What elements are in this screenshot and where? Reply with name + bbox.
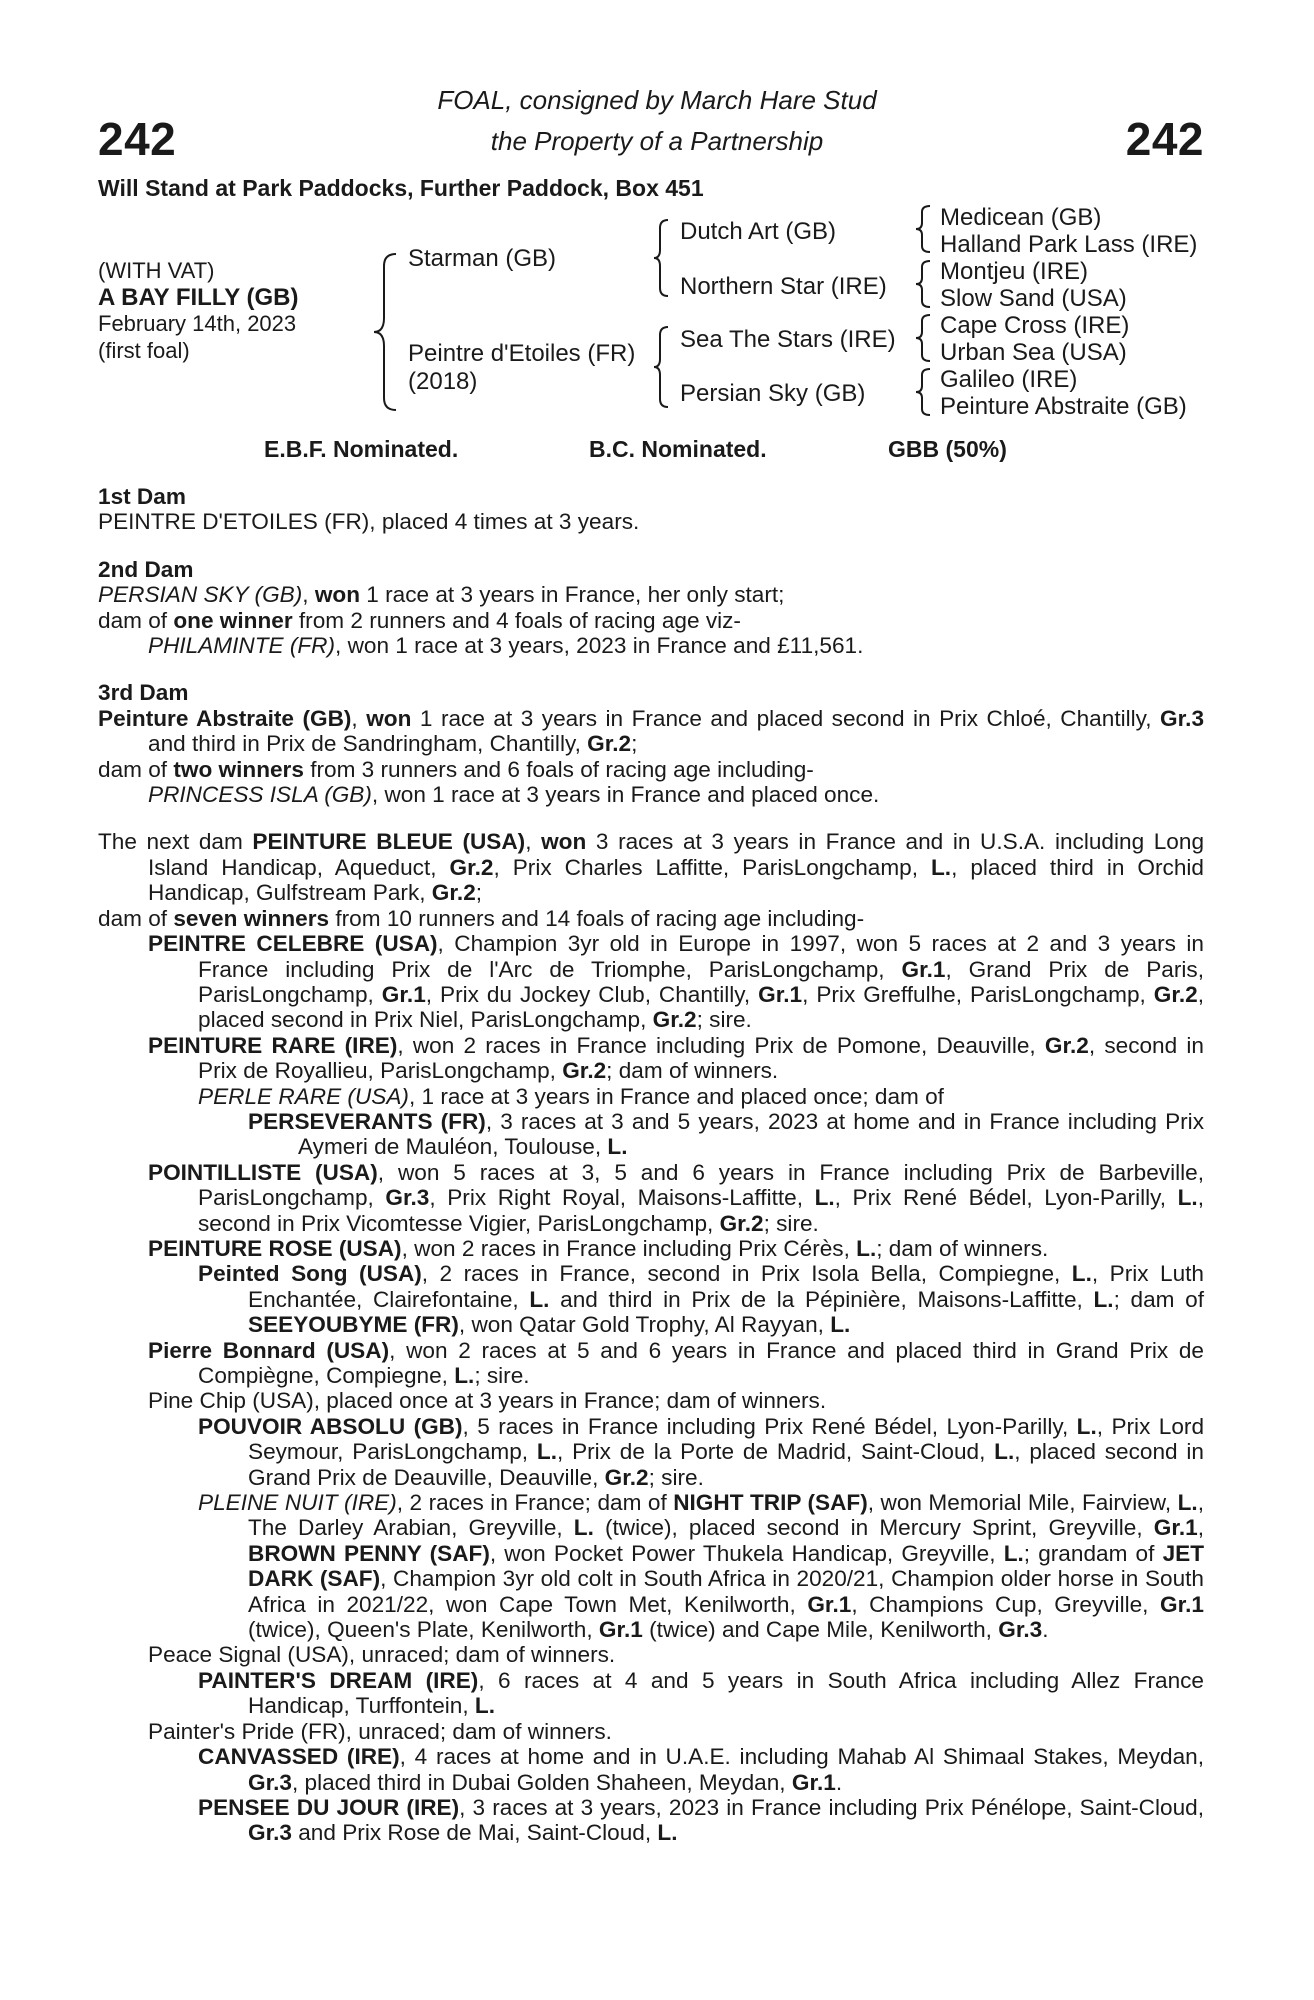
produce-perle-rare: PERLE RARE (USA), 1 race at 3 years in France and placed once; dam of: [198, 1083, 944, 1109]
first-dam-text: PEINTRE D'ETOILES (FR), placed 4 times at 3 years.: [98, 509, 640, 535]
dam-dam: Persian Sky (GB): [680, 380, 866, 407]
pedigree-brace-g1: [914, 204, 934, 254]
foal-title: A BAY FILLY (GB): [98, 284, 299, 311]
sire-name: Starman (GB): [408, 245, 557, 272]
third-dam-text-1: Peinture Abstraite (GB), won 1 race at 3 years in France and placed second in Prix Chloé, Chantilly, Gr.3 and third in Prix de Sandringham, Chantilly, Gr.2;: [98, 705, 1205, 757]
first-dam-heading: 1st Dam: [98, 484, 186, 509]
second-dam-produce: PHILAMINTE (FR), won 1 race at 3 years, 2023 in France and £11,561.: [148, 633, 864, 659]
produce-peinted-song: Peinted Song (USA), 2 races in France, second in Prix Isola Bella, Compiegne, L., Prix Luth Enchantée, Clairefontaine, L. and third in Prix de la Pépinière, Maisons-Laffitte, L.; dam of SEEYOUBYME (FR), won Qatar Gold Trophy, Al Rayyan, L.: [198, 1261, 1204, 1338]
pedigree-brace-dam: [652, 325, 672, 409]
dam-year: (2018): [408, 368, 478, 395]
third-dam-heading: 3rd Dam: [98, 680, 189, 706]
produce-pine-chip: Pine Chip (USA), placed once at 3 years in France; dam of winners.: [148, 1388, 827, 1414]
third-dam-produce: PRINCESS ISLA (GB), won 1 race at 3 years in France and placed once.: [148, 782, 880, 808]
pedigree-brace-g4: [914, 367, 934, 417]
produce-pierre-bonnard: Pierre Bonnard (USA), won 2 races at 5 and 6 years in France and placed third in Grand Prix de Compiègne, Compiegne, L.; sire.: [148, 1337, 1204, 1388]
dam-sire: Sea The Stars (IRE): [680, 326, 896, 353]
produce-canvassed: CANVASSED (IRE), 4 races at home and in U.A.E. including Mahab Al Shimaal Stakes, Meydan, Gr.3, placed third in Dubai Golden Shaheen, Meydan, Gr.1.: [198, 1744, 1204, 1795]
second-dam-text-1: PERSIAN SKY (GB), won 1 race at 3 years in France, her only start;: [98, 582, 785, 608]
foal-note: (first foal): [98, 338, 190, 363]
produce-peinture-rare: PEINTURE RARE (IRE), won 2 races in France including Prix de Pomone, Deauville, Gr.2, second in Prix de Royallieu, ParisLongchamp, Gr.2; dam of winners.: [148, 1032, 1204, 1084]
pedigree-brace-main: [372, 252, 402, 412]
granddam-1: Halland Park Lass (IRE): [940, 231, 1198, 258]
foal-dob: February 14th, 2023: [98, 311, 297, 336]
produce-perseverants: PERSEVERANTS (FR), 3 races at 3 and 5 years, 2023 at home and in France including Prix Aymeri de Mauléon, Toulouse, L.: [248, 1108, 1204, 1160]
produce-painters-pride: Painter's Pride (FR), unraced; dam of winners.: [148, 1718, 612, 1744]
pedigree-brace-g3: [914, 313, 934, 363]
stand-location: Will Stand at Park Paddocks, Further Paddock, Box 451: [98, 175, 704, 201]
produce-pleine-nuit: PLEINE NUIT (IRE), 2 races in France; dam of NIGHT TRIP (SAF), won Memorial Mile, Fairview, L., The Darley Arabian, Greyville, L. (twice), placed second in Mercury Sprint, Greyville, Gr.1, BROWN PENNY (SAF), won Pocket Power Thukela Handicap, Greyville, L.; grandam of JET DARK (SAF), Champion 3yr old colt in South Africa in 2020/21, Champion older horse in South Africa in 2021/22, won Cape Town Met, Kenilworth, Gr.1, Champions Cup, Greyville, Gr.1 (twice), Queen's Plate, Kenilworth, Gr.1 (twice) and Cape Mile, Kenilworth, Gr.3.: [198, 1490, 1204, 1643]
pedigree-brace-g2: [914, 259, 934, 309]
property-line: the Property of a Partnership: [490, 126, 824, 156]
granddam-4: Peinture Abstraite (GB): [940, 393, 1187, 420]
ebf-nomination: E.B.F. Nominated.: [264, 436, 459, 462]
second-dam-heading: 2nd Dam: [98, 556, 194, 582]
granddam-2: Slow Sand (USA): [940, 285, 1127, 312]
produce-peinture-rose: PEINTURE ROSE (USA), won 2 races in France including Prix Cérès, L.; dam of winners.: [148, 1235, 1049, 1261]
grandsire-3: Cape Cross (IRE): [940, 312, 1130, 339]
produce-peintre-celebre: PEINTRE CELEBRE (USA), Champion 3yr old in Europe in 1997, won 5 races at 2 and 3 years in France including Prix de l'Arc de Triomphe, ParisLongchamp, Gr.1, Grand Prix de Paris, ParisLongchamp, Gr.1, Prix du Jockey Club, Chantilly, Gr.1, Prix Greffulhe, ParisLongchamp, Gr.2, placed second in Prix Niel, ParisLongchamp, Gr.2; sire.: [148, 931, 1205, 1033]
grandsire-4: Galileo (IRE): [940, 366, 1078, 393]
produce-peace-signal: Peace Signal (USA), unraced; dam of winners.: [148, 1642, 616, 1668]
grandsire-1: Medicean (GB): [940, 204, 1102, 231]
third-dam-text-2: dam of two winners from 3 runners and 6 foals of racing age including-: [98, 756, 814, 782]
bc-nomination: B.C. Nominated.: [589, 436, 767, 462]
next-dam-produce-intro: dam of seven winners from 10 runners and 14 foals of racing age including-: [98, 905, 865, 931]
next-dam-text: The next dam PEINTURE BLEUE (USA), won 3 races at 3 years in France and in U.S.A. including Long Island Handicap, Aqueduct, Gr.2, Prix Charles Laffitte, ParisLongchamp, L., placed third in Orchid Handicap, Gulfstream Park, Gr.2;: [98, 829, 1205, 906]
pedigree-brace-sire: [652, 218, 672, 298]
granddam-3: Urban Sea (USA): [940, 339, 1127, 366]
produce-pointilliste: POINTILLISTE (USA), won 5 races at 3, 5 and 6 years in France including Prix de Barbeville, ParisLongchamp, Gr.3, Prix Right Royal, Maisons-Laffitte, L., Prix René Bédel, Lyon-Parilly, L., second in Prix Vicomtesse Vigier, ParisLongchamp, Gr.2; sire.: [148, 1159, 1204, 1236]
dam-name: Peintre d'Etoiles (FR): [408, 340, 636, 367]
gbb-status: GBB (50%): [888, 436, 1007, 462]
lot-number-right: 242: [1125, 113, 1204, 165]
sire-sire: Dutch Art (GB): [680, 218, 837, 245]
vat-note: (WITH VAT): [98, 258, 215, 283]
second-dam-text-2: dam of one winner from 2 runners and 4 foals of racing age viz-: [98, 607, 741, 633]
consignor-line: FOAL, consigned by March Hare Stud: [437, 85, 877, 115]
lot-number-left: 242: [98, 113, 177, 165]
produce-painters-dream: PAINTER'S DREAM (IRE), 6 races at 4 and 5 years in South Africa including Allez France Handicap, Turffontein, L.: [198, 1667, 1204, 1719]
grandsire-2: Montjeu (IRE): [940, 258, 1089, 285]
catalogue-body: [98, 484, 1204, 1846]
produce-pensee-du-jour: PENSEE DU JOUR (IRE), 3 races at 3 years, 2023 in France including Prix Pénélope, Saint-Cloud, Gr.3 and Prix Rose de Mai, Saint-Cloud, L.: [198, 1794, 1204, 1846]
produce-pouvoir-absolu: POUVOIR ABSOLU (GB), 5 races in France including Prix René Bédel, Lyon-Parilly, L., Prix Lord Seymour, ParisLongchamp, L., Prix de la Porte de Madrid, Saint-Cloud, L., placed second in Grand Prix de Deauville, Deauville, Gr.2; sire.: [198, 1413, 1205, 1490]
sire-dam: Northern Star (IRE): [680, 273, 887, 300]
